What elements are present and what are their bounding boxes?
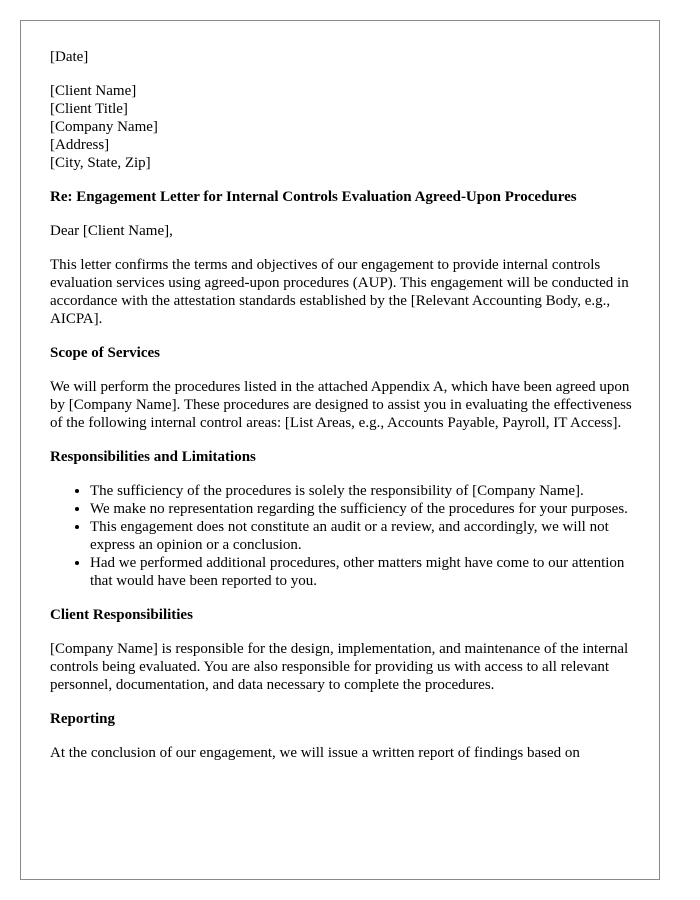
- street-address: [Address]: [50, 137, 110, 153]
- responsibilities-list: [50, 482, 635, 590]
- responsibilities-list-item: • Had we performed additional procedures, other matters might have come to our attention that would have been reported to you.: [90, 554, 635, 590]
- client-responsibilities-heading: Client Responsibilities: [50, 607, 193, 623]
- letter-date: [Date]: [50, 49, 89, 65]
- recipient-address-block: [50, 82, 635, 172]
- client-responsibilities-paragraph: [Company Name] is responsible for the design, implementation, and maintenance of the internal controls being evaluated. You are also responsible for providing us with access to all relevant personnel, documentation, and data necessary to complete the procedures.: [50, 641, 629, 693]
- scope-heading: Scope of Services: [50, 345, 160, 361]
- city-state-zip: [City, State, Zip]: [50, 155, 151, 171]
- responsibilities-list-item: • The sufficiency of the procedures is solely the responsibility of [Company Name].: [90, 482, 635, 500]
- letter-page: [20, 20, 660, 880]
- client-title: [Client Title]: [50, 101, 128, 117]
- intro-paragraph: This letter confirms the terms and objectives of our engagement to provide internal controls evaluation services using agreed-upon procedures (AUP). This engagement will be conducted in accordance with the attestation standards established by the [Relevant Accounting Body, e.g., AICPA].: [50, 257, 629, 327]
- salutation: Dear [Client Name],: [50, 223, 173, 239]
- responsibilities-list-item: • This engagement does not constitute an audit or a review, and accordingly, we will not express an opinion or a conclusion.: [90, 518, 635, 554]
- client-name: [Client Name]: [50, 83, 137, 99]
- company-name: [Company Name]: [50, 119, 158, 135]
- reporting-heading: Reporting: [50, 711, 115, 727]
- responsibilities-list-item: • We make no representation regarding the sufficiency of the procedures for your purposes.: [90, 500, 635, 518]
- subject-line: Re: Engagement Letter for Internal Controls Evaluation Agreed-Upon Procedures: [50, 189, 577, 205]
- responsibilities-heading: Responsibilities and Limitations: [50, 449, 256, 465]
- reporting-paragraph: At the conclusion of our engagement, we will issue a written report of findings based on: [50, 745, 580, 761]
- letter-content: [50, 48, 635, 778]
- scope-paragraph: We will perform the procedures listed in the attached Appendix A, which have been agreed upon by [Company Name]. These procedures are designed to assist you in evaluating the effectiveness of the following internal control areas: [List Areas, e.g., Accounts Payable, Payroll, IT Access].: [50, 379, 632, 431]
